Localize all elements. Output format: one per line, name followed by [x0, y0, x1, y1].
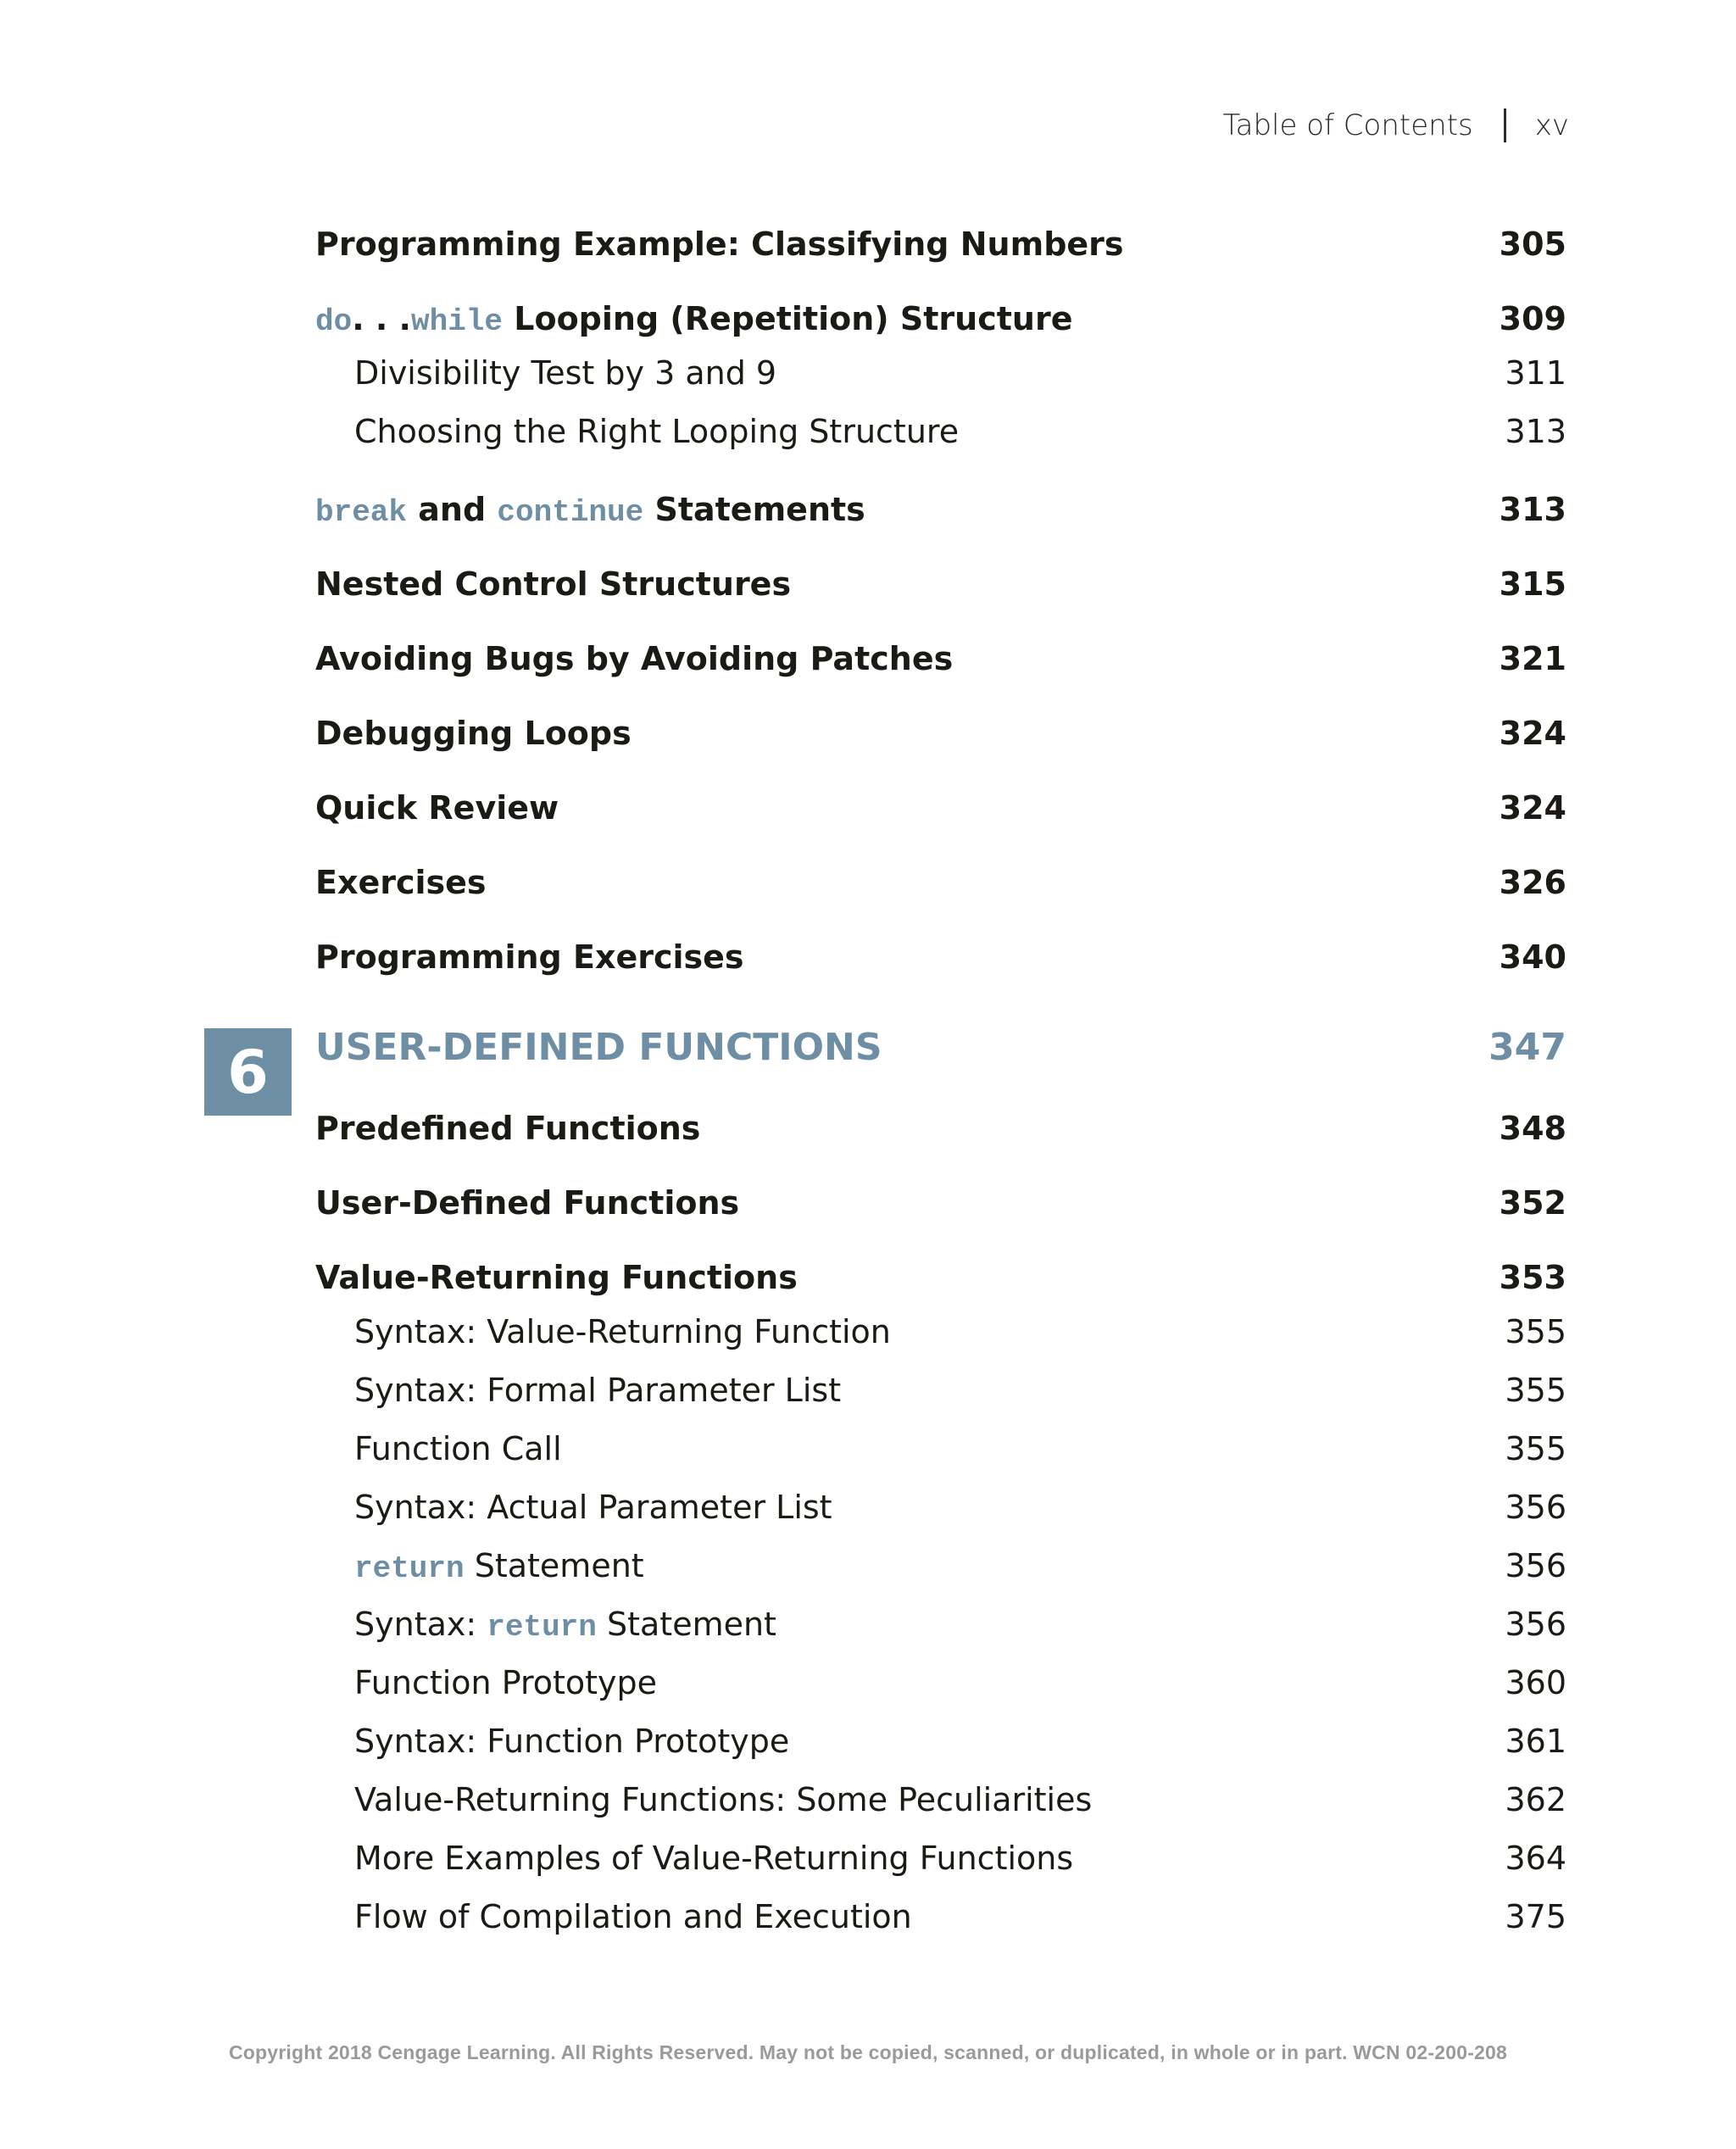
toc-entry-title: Programming Exercises: [315, 938, 744, 976]
toc-entry[interactable]: [315, 640, 1566, 677]
toc-entry[interactable]: [315, 789, 1566, 827]
toc-entry-page: 309: [1499, 300, 1566, 337]
toc-entry-page: 313: [1499, 491, 1566, 528]
toc-subentry-page: 355: [1505, 1430, 1566, 1467]
toc-subentry-page: 362: [1505, 1781, 1566, 1818]
toc-entry[interactable]: [315, 1184, 1566, 1222]
toc-subentry-title: Function Call: [354, 1430, 562, 1467]
toc-subentry-title: Function Prototype: [354, 1664, 658, 1701]
toc-entry[interactable]: [315, 491, 1566, 530]
toc-subentry-page: 311: [1505, 354, 1566, 392]
toc-subentry[interactable]: [315, 1489, 1566, 1526]
toc-subentry[interactable]: [315, 1547, 1566, 1586]
toc-entry-title-rest: Looping (Repetition) Structure: [514, 300, 1073, 337]
toc-entry-title-mid: . . .: [352, 300, 411, 337]
toc-subentry[interactable]: [315, 1430, 1566, 1467]
toc-entry-title: [315, 491, 865, 530]
toc-entry-title: Predefined Functions: [315, 1110, 701, 1147]
toc-entry[interactable]: [315, 300, 1566, 339]
code-keyword: return: [487, 1610, 597, 1645]
toc-subentry[interactable]: [315, 1781, 1566, 1818]
toc-entry[interactable]: [315, 1259, 1566, 1296]
toc-entry-page: 353: [1499, 1259, 1566, 1296]
chapter-heading[interactable]: [315, 1026, 1566, 1069]
toc-subentry-page: 364: [1505, 1840, 1566, 1877]
running-head: [1223, 109, 1570, 142]
toc-entry-title: Quick Review: [315, 789, 559, 827]
toc-subentry-title: Flow of Compilation and Execution: [354, 1898, 912, 1935]
running-head-page-number: xv: [1534, 109, 1569, 142]
running-head-divider: [1504, 109, 1506, 142]
toc-subentry-title: Syntax: Value-Returning Function: [354, 1313, 891, 1350]
toc-entry-page: 324: [1499, 715, 1566, 752]
chapter-number-badge: 6: [204, 1028, 292, 1116]
copyright-footer: Copyright 2018 Cengage Learning. All Rights Reserved. May not be copied, scanned, or duplicated, in whole or in part. WCN 02-200-208: [228, 2041, 1508, 2063]
toc-subentry[interactable]: [315, 354, 1566, 392]
code-keyword: return: [354, 1551, 465, 1586]
toc-subentry[interactable]: [315, 1723, 1566, 1760]
toc-entry-title: Debugging Loops: [315, 715, 632, 752]
toc-entry[interactable]: [315, 225, 1566, 263]
toc-entry-title: Exercises: [315, 864, 487, 901]
toc-entry[interactable]: [315, 1110, 1566, 1147]
toc-entry-page: 315: [1499, 565, 1566, 603]
toc-entry[interactable]: [315, 864, 1566, 901]
toc-entry-title: User-Defined Functions: [315, 1184, 740, 1222]
toc-subentry-page: 355: [1505, 1313, 1566, 1350]
toc-entry-title: Avoiding Bugs by Avoiding Patches: [315, 640, 954, 677]
toc-subentry-page: 356: [1505, 1489, 1566, 1526]
toc-subentry-page: 375: [1505, 1898, 1566, 1935]
toc-subentry-page: 313: [1505, 413, 1566, 450]
code-keyword: break: [315, 495, 408, 530]
code-keyword: do: [315, 304, 353, 339]
toc-entry-page: 326: [1499, 864, 1566, 901]
toc-subentry-title-rest: Statement: [606, 1606, 776, 1643]
toc-entry-page: 340: [1499, 938, 1566, 976]
running-head-section: Table of Contents: [1222, 109, 1473, 142]
toc-subentry[interactable]: [315, 1313, 1566, 1350]
toc-entry-page: 324: [1499, 789, 1566, 827]
toc-subentry[interactable]: [315, 1840, 1566, 1877]
toc-subentry[interactable]: [315, 1664, 1566, 1701]
toc-entry-title: Value-Returning Functions: [315, 1259, 798, 1296]
toc-entry-title: [315, 300, 1072, 339]
toc-subentry-page: 356: [1505, 1606, 1566, 1643]
code-keyword: continue: [497, 495, 644, 530]
toc-subentry-title: Divisibility Test by 3 and 9: [354, 354, 777, 392]
code-keyword: while: [410, 304, 504, 339]
toc-entry-page: 348: [1499, 1110, 1566, 1147]
toc-entry-title-rest: Statements: [654, 491, 865, 528]
toc-entry[interactable]: [315, 715, 1566, 752]
toc-subentry-title: Value-Returning Functions: Some Peculiarities: [354, 1781, 1093, 1818]
toc-entry-page: 352: [1499, 1184, 1566, 1222]
toc-entry[interactable]: [315, 565, 1566, 603]
toc-entry-title-mid: and: [418, 491, 487, 528]
toc-subentry-page: 361: [1505, 1723, 1566, 1760]
toc-entry-title: Nested Control Structures: [315, 565, 792, 603]
toc-subentry-title-prefix: Syntax:: [354, 1606, 477, 1643]
toc-subentry-title: Syntax: Formal Parameter List: [354, 1372, 842, 1409]
toc-entry-page: 321: [1499, 640, 1566, 677]
toc-subentry[interactable]: [315, 1372, 1566, 1409]
toc-subentry[interactable]: [315, 1898, 1566, 1935]
toc-subentry-page: 355: [1505, 1372, 1566, 1409]
toc-entry[interactable]: [315, 938, 1566, 976]
toc-subentry-title: Syntax: Function Prototype: [354, 1723, 790, 1760]
toc-subentry[interactable]: [315, 413, 1566, 450]
toc-subentry-title: More Examples of Value-Returning Functions: [354, 1840, 1074, 1877]
chapter-page: 347: [1488, 1026, 1566, 1069]
chapter-title: USER-DEFINED FUNCTIONS: [315, 1026, 882, 1069]
toc-subentry-page: 356: [1505, 1547, 1566, 1584]
toc-entry-page: 305: [1499, 225, 1566, 263]
toc-subentry[interactable]: [315, 1606, 1566, 1645]
toc-subentry-title-rest: Statement: [474, 1547, 644, 1584]
toc-subentry-title: Choosing the Right Looping Structure: [354, 413, 960, 450]
toc-entry-title: Programming Example: Classifying Numbers: [315, 225, 1124, 263]
toc-subentry-page: 360: [1505, 1664, 1566, 1701]
toc-subentry-title: [354, 1606, 776, 1645]
toc-subentry-title: [354, 1547, 644, 1586]
toc-subentry-title: Syntax: Actual Parameter List: [354, 1489, 832, 1526]
